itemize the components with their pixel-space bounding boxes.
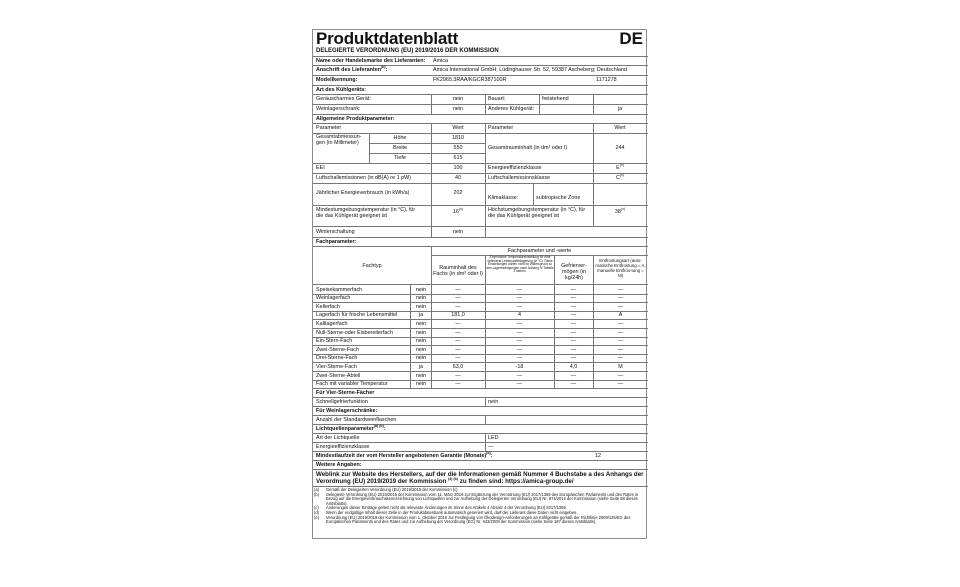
compartment-freeze: — [570, 312, 577, 319]
compartment-row [313, 285, 648, 294]
wine-cabinet-value: nein [452, 106, 464, 112]
light-heading: Lichtquellenparameter$^{(a) (b)}$: [316, 424, 386, 432]
compartment-present: nein [415, 295, 427, 302]
compartment-temp: — [516, 286, 523, 293]
compartment-defrost: A [618, 312, 623, 319]
compartment-present: ja [418, 363, 424, 370]
annual-energy-label: Jährlicher Energieverbrauch (in kWh/a) [316, 190, 410, 196]
compartment-row [313, 362, 648, 371]
compartment-name: Zwei-Sterne-Fach [316, 346, 359, 353]
compartment-name: Kaltlagerfach [316, 320, 348, 327]
noise-value: 40 [455, 175, 461, 181]
compartments-heading: Fachparameter: [316, 239, 357, 245]
compartment-defrost: — [617, 286, 624, 293]
compartment-temp: — [516, 381, 523, 388]
brand-label: Name oder Handelsmarke des Lieferanten: [316, 58, 426, 64]
compartment-present: nein [415, 303, 427, 310]
compartment-row [313, 319, 648, 328]
max-temp-label-1: Höchstumgebungstemperatur (in °C), für [488, 207, 586, 213]
compartment-temp: — [516, 303, 523, 310]
weblink-line-2: Verordnung (EU) 2019/2019 der Kommission $^{(4) (b)}$ zu finden sind: https://amica-group.de/ [316, 476, 574, 485]
footnote-text: Delegierte Verordnung (EU) 2019/2015 der Kommission vom 11. März 2019 zur Ergänzung der Verordnung (EU) 2017/1369 des Europäischen Parlaments und des Rates in Bezug auf die Energieverbrauchskennzeichnung von Lichtquellen und zur Aufhebung der Delegierten Verordnung (EU) Nr. 874/2012 der Kommission (siehe Seite 68 dieses Amtsblatts). [326, 491, 639, 506]
compartment-temp: — [516, 346, 523, 353]
compartment-freeze: — [570, 329, 577, 336]
value-header-right: Wert [614, 125, 626, 131]
compartment-present: nein [415, 355, 427, 362]
compartment-freeze: — [570, 320, 577, 327]
compartment-freeze: — [570, 381, 577, 388]
max-temp-value: 38$^{(x)}$ [614, 207, 626, 215]
footnote-mark: (c) [314, 505, 319, 511]
winter-label: Winterschaltung [316, 229, 355, 235]
dimensions-label: Gesamtabmessun-gen (in Millimeter) [316, 134, 362, 146]
compartment-defrost: — [617, 303, 624, 310]
compartment-volume: — [455, 286, 461, 293]
footnote-mark: (a) [314, 487, 320, 492]
param-header-left: Parameter [316, 125, 342, 131]
compartment-temp: — [516, 320, 523, 327]
compartment-temp: — [516, 295, 523, 302]
compartment-temp: — [516, 338, 523, 345]
depth-value: 615 [453, 155, 463, 161]
compartment-freeze: 4,0 [569, 363, 578, 370]
compartment-temp: — [516, 372, 523, 379]
quiet-appliance-label: Geräuscharmes Gerät: [316, 96, 371, 102]
footnote-mark: (b) [314, 491, 320, 497]
compartment-volume: — [455, 372, 461, 379]
compartment-freeze: — [570, 338, 577, 345]
eei-label: EEI [316, 165, 325, 171]
total-volume-value: 244 [615, 145, 625, 151]
wine-heading: Für Weinlagerschränke: [316, 408, 378, 414]
compartment-row [313, 328, 648, 337]
compartment-name: Ein-Stern-Fach [316, 338, 353, 345]
footnote-text: Gemäß der Delegierten Verordnung (EU) 2019/2015 der Kommission (c) [326, 487, 458, 492]
quiet-appliance-value: nein [452, 96, 464, 102]
min-temp-value: 16$^{(x)}$ [452, 207, 464, 215]
winter-value: nein [452, 229, 464, 235]
compartment-row [313, 345, 648, 354]
footnote-text: Verordnung (EU) 2019/2019 der Kommission vom 1. Oktober 2019 zur Festlegung von Ökodesign-Anforderungen an Kühlgeräte gemäß der Richtlinie 2009/125/EG des Europäischen Parlaments und des Rates und zur Aufhebung der Verordnung (EG) Nr. 643/2009 der Kommission (siehe Seite 187 dieses Amtsblatts). [326, 514, 631, 525]
compartment-temp: 4 [518, 312, 521, 319]
model-number: 1171278 [596, 77, 617, 83]
type-heading: Art des Kühlgeräts: [316, 87, 367, 93]
compartment-volume: — [455, 320, 461, 327]
climate-value: subtropische Zone [536, 195, 581, 201]
general-heading: Allgemeine Produktparameter: [316, 116, 395, 122]
compartment-defrost: — [617, 295, 624, 302]
regulation-title: DELEGIERTE VERORDNUNG (EU) 2019/2016 DER KOMMISSION [316, 48, 499, 54]
brand-value: Amica [433, 58, 448, 64]
compartment-present: ja [418, 312, 424, 319]
freeze-col-header: Gefrierver-mögen (in kg/24h) [561, 263, 587, 281]
compartment-row [313, 302, 648, 311]
compartment-defrost: — [617, 372, 624, 379]
compartment-row [313, 371, 648, 380]
quick-freeze-label: Schnellgefrierfunktion [316, 399, 368, 405]
footnote-text: Änderungen dieser Einträge gelten nicht als relevante Änderungen im Sinne des Artikels 4 Absatz 4 der Verordnung (EU) 2017/1369. [326, 505, 567, 511]
compartment-defrost: — [617, 329, 624, 336]
param-header-right: Parameter [488, 125, 514, 131]
compartment-row [313, 294, 648, 303]
total-volume-label: Gesamtrauminhalt (in dm³ oder l) [488, 145, 568, 151]
compartment-present: nein [415, 286, 427, 293]
noise-class-label: Luftschallemissionsklasse [488, 175, 551, 181]
compartment-volume: — [455, 355, 461, 362]
address-label: Anschrift des Lieferanten$^{(b)}$: [316, 65, 388, 73]
compartment-present: nein [415, 338, 427, 345]
compartment-temp: — [516, 329, 523, 336]
footnote-mark: (d) [314, 510, 320, 515]
compartment-volume: — [455, 381, 461, 388]
language-code: DE [619, 29, 643, 48]
compartment-volume: — [455, 303, 461, 310]
compartment-name: Fach mit variabler Temperatur [316, 381, 388, 388]
compartment-present: nein [415, 372, 427, 379]
other-appliance-label: Anderes Kühlgerät: [488, 106, 535, 112]
compartment-volume: 181,0 [451, 312, 465, 319]
compartment-defrost: — [617, 355, 624, 362]
warranty-value: 12 [595, 453, 601, 459]
fachtyp-header: Fachtyp [362, 263, 382, 269]
compartment-volume: 63,0 [452, 363, 464, 370]
compartment-volume: — [455, 329, 461, 336]
min-temp-label-1: Mindestumgebungstemperatur (in °C), für [316, 207, 416, 213]
compartment-freeze: — [570, 295, 577, 302]
energy-class-label: Energieeffizienzklasse [488, 165, 542, 171]
compartment-defrost: M [618, 363, 623, 370]
weblink-line-1: Weblink zur Website des Herstellers, auf der die Informationen gemäß Nummer 4 Buchstabe a des Anhangs der [316, 471, 644, 478]
noise-class-value: $C^{(x)}$ [615, 173, 625, 181]
compartment-temp: -18 [515, 363, 524, 370]
compartment-name: Kellerfach [316, 303, 340, 310]
compartment-freeze: — [570, 372, 577, 379]
design-label: Bauart: [488, 96, 506, 102]
noise-label: Luftschallemissionen (in dB(A) re 1 pW) [316, 175, 411, 181]
compartment-defrost: — [617, 381, 624, 388]
light-type-label: Art der Lichtquelle [316, 435, 360, 441]
climate-label: Klimaklasse: [488, 195, 519, 201]
compartment-name: Drei-Sterne-Fach [316, 355, 358, 362]
wine-standard-label: Anzahl der Standardweinflaschen [316, 417, 397, 423]
warranty-label: Mindestlaufzeit der vom Hersteller angebotenen Garantie (Monate)$^{(b)}$: [316, 451, 493, 459]
quick-freeze-value: nein [488, 399, 499, 405]
compartment-freeze: — [570, 286, 577, 293]
compartment-present: nein [415, 381, 427, 388]
compartment-name: Vier-Sterne-Fach [316, 363, 357, 370]
height-value: 1810 [452, 135, 464, 141]
compartment-temp: — [516, 355, 523, 362]
depth-label: Tiefe [394, 155, 406, 161]
compartment-present: nein [415, 346, 427, 353]
height-label: Höhe [393, 135, 407, 141]
compartment-row [313, 337, 648, 346]
compartment-name: Null-Sterne-oder Eisbereiterfach [316, 329, 394, 336]
width-label: Breite [392, 145, 408, 151]
compartment-defrost: — [617, 346, 624, 353]
compartment-present: nein [415, 320, 427, 327]
design-value: freistehend [542, 96, 569, 102]
further-heading: Weitere Angaben: [316, 462, 362, 468]
max-temp-label-2: die das Kühlgerät geeignet ist [488, 213, 560, 219]
product-data-sheet [312, 29, 647, 539]
width-value: 550 [453, 145, 463, 151]
compartment-present: nein [415, 329, 427, 336]
address-value: Amica International GmbH; Lüdinghauser Str. 52, 59387 Ascheberg; Deutschland [433, 67, 627, 73]
eei-value: 100 [453, 165, 463, 171]
compartment-name: Weinlagerfach [316, 295, 351, 302]
compartment-row [313, 380, 648, 389]
light-type-value: LED [488, 435, 499, 441]
compartment-row [313, 354, 648, 363]
annual-energy-value: 202 [453, 190, 463, 196]
light-class-value: — [488, 444, 494, 450]
footnote-mark: (e) [314, 514, 320, 520]
temp-col-header: Empfohlene Temperatureinstellung für eine optimierte Lebensmittellagerung (in °C). Diese Einstellungen dürfen nicht im Widerspruch zu den Lagerbedingungen nach Anhang IV Tabelle 3 stehen. [486, 255, 554, 273]
footnote-text: Wenn der endgültige Inhalt dieser Zelle in der Produktdatenbank automatisch generiert wird, darf der Lieferant diese Daten nicht eingeben. [326, 510, 578, 515]
min-temp-label-2: die das Kühlgerät geeignet ist [316, 213, 388, 219]
compartment-defrost: — [617, 338, 624, 345]
compartment-row [313, 311, 648, 320]
other-appliance-value: ja [617, 106, 623, 112]
compartment-defrost: — [617, 320, 624, 327]
volume-col-header: Rauminhalt des Fachs (in dm³ oder l) [433, 265, 483, 277]
compartment-freeze: — [570, 346, 577, 353]
four-star-heading: Für Vier-Sterne-Fächer [316, 390, 375, 396]
value-header-left: Wert [452, 125, 464, 131]
compartment-volume: — [455, 295, 461, 302]
wine-cabinet-label: Weinlagerschrank: [316, 106, 361, 112]
model-label: Modellkennung: [316, 77, 358, 83]
defrost-col-header: Entfrostungsart (auto-matische Entfrostung = A, manuelle Entfros-tung = M) [595, 258, 646, 278]
values-header: Fachparameter und -werte [507, 248, 572, 254]
compartment-name: Zwei-Sterne-Abteil [316, 372, 361, 379]
compartment-volume: — [455, 346, 461, 353]
energy-class-value: $E^{(x)}$ [616, 163, 624, 171]
page-title: Produktdatenblatt [316, 29, 459, 48]
compartment-name: Speisekammerfach [316, 286, 363, 293]
compartment-name: Lagerfach für frische Lebensmittel [316, 312, 398, 319]
compartment-freeze: — [570, 303, 577, 310]
light-class-label: Energieeffizienzklasse [316, 444, 370, 450]
model-value: FK2965.3RAA/KGCR387100R [433, 77, 507, 83]
compartment-freeze: — [570, 355, 577, 362]
compartment-volume: — [455, 338, 461, 345]
